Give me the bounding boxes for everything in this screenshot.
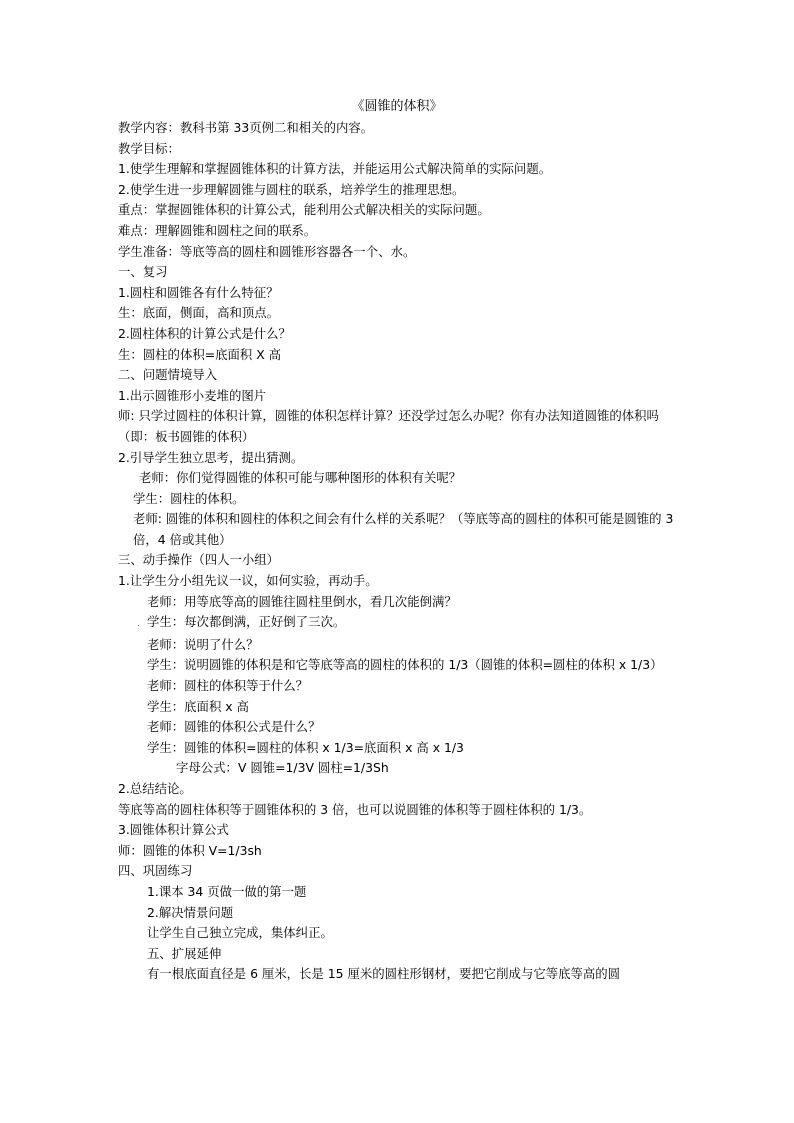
dialogue-line: 老师：圆柱的体积等于什么？ bbox=[147, 678, 309, 694]
section-heading: 二、问题情境导入 bbox=[118, 367, 218, 383]
paragraph: 1.圆柱和圆锥各有什么特征？ bbox=[118, 284, 279, 300]
document-title: 《圆锥的体积》 bbox=[351, 99, 443, 114]
section-heading: 五、扩展延伸 bbox=[147, 945, 222, 961]
paragraph: 生：底面，侧面，高和顶点。 bbox=[118, 305, 280, 321]
paragraph: 3.圆锥体积计算公式 bbox=[118, 822, 229, 838]
dialogue-line: 学生：圆柱的体积。 bbox=[133, 490, 245, 506]
document-body bbox=[118, 118, 680, 985]
paragraph: 难点：理解圆锥和圆柱之间的联系。 bbox=[118, 222, 317, 238]
paragraph: 重点：掌握圆锥体积的计算公式，能利用公式解决相关的实际问题。 bbox=[118, 202, 490, 218]
paragraph: 1.出示圆锥形小麦堆的图片 bbox=[118, 387, 267, 403]
stray-mark: . bbox=[137, 619, 140, 630]
dialogue-line: 学生：底面积 x 高 bbox=[147, 698, 249, 714]
section-heading: 三、动手操作（四人一小组） bbox=[118, 552, 280, 568]
paragraph: 生：圆柱的体积=底面积 X 高 bbox=[118, 346, 282, 362]
paragraph: 1.让学生分小组先议一议，如何实验，再动手。 bbox=[118, 573, 378, 589]
dialogue-line: 学生：圆锥的体积=圆柱的体积 x 1/3=底面积 x 高 x 1/3 bbox=[147, 739, 464, 755]
paragraph: 2.引导学生独立思考，提出猜测。 bbox=[118, 449, 304, 465]
paragraph: 有一根底面直径是 6 厘米，长是 15 厘米的圆柱形钢材，要把它削成与它等底等高的圆 bbox=[147, 966, 621, 982]
paragraph: 师: 只学过圆柱的体积计算，圆锥的体积怎样计算？还没学过怎么办呢？你有办法知道圆锥的体积吗（即：板书圆锥的体积） bbox=[118, 408, 659, 444]
paragraph: 师：圆锥的体积 V=1/3sh bbox=[118, 842, 262, 858]
section-heading: 四、巩固练习 bbox=[118, 863, 193, 879]
paragraph: 学生准备：等底等高的圆柱和圆锥形容器各一个、水。 bbox=[118, 243, 416, 259]
paragraph: 2.使学生进一步理解圆锥与圆柱的联系，培养学生的推理思想。 bbox=[118, 181, 465, 197]
paragraph: 教学内容：教科书第 33页例二和相关的内容。 bbox=[118, 120, 374, 135]
section-heading: 一、复习 bbox=[118, 264, 168, 280]
dialogue-line: 老师：你们觉得圆锥的体积可能与哪种图形的体积有关呢？ bbox=[139, 470, 462, 486]
dialogue-line: 老师: 圆锥的体积和圆柱的体积之间会有什么样的关系呢？（等底等高的圆柱的体积可能是圆锥的 3 倍，4 倍或其他） bbox=[133, 511, 678, 547]
paragraph: 1.课本 34 页做一做的第一题 bbox=[147, 883, 307, 899]
dialogue-line: . 学生：每次都倒满，正好倒了三次。 bbox=[118, 612, 680, 635]
paragraph: 2.总结结论。 bbox=[118, 781, 192, 796]
paragraph: 等底等高的圆柱体积等于圆锥体积的 3 倍，也可以说圆锥的体积等于圆柱体积的 1/3。 bbox=[118, 801, 592, 817]
paragraph: 2.圆柱体积的计算公式是什么？ bbox=[118, 325, 291, 341]
dialogue-line: 学生：说明圆锥的体积是和它等底等高的圆柱的体积的 1/3（圆锥的体积=圆柱的体积 x 1/3） bbox=[147, 657, 663, 673]
paragraph: 1.使学生理解和掌握圆锥体积的计算方法，并能运用公式解决简单的实际问题。 bbox=[118, 161, 552, 177]
paragraph: 让学生自己独立完成，集体纠正。 bbox=[147, 925, 333, 941]
dialogue-line: 老师：说明了什么？ bbox=[147, 636, 259, 652]
dialogue-line: 老师：圆锥的体积公式是什么？ bbox=[147, 719, 321, 735]
paragraph: 2.解决情景问题 bbox=[147, 904, 234, 920]
paragraph: 教学目标： bbox=[118, 140, 180, 156]
formula-line: 字母公式：V 圆锥=1/3V 圆柱=1/3Sh bbox=[176, 760, 389, 776]
dialogue-line: 老师：用等底等高的圆锥往圆柱里倒水，看几次能倒满？ bbox=[147, 593, 457, 609]
